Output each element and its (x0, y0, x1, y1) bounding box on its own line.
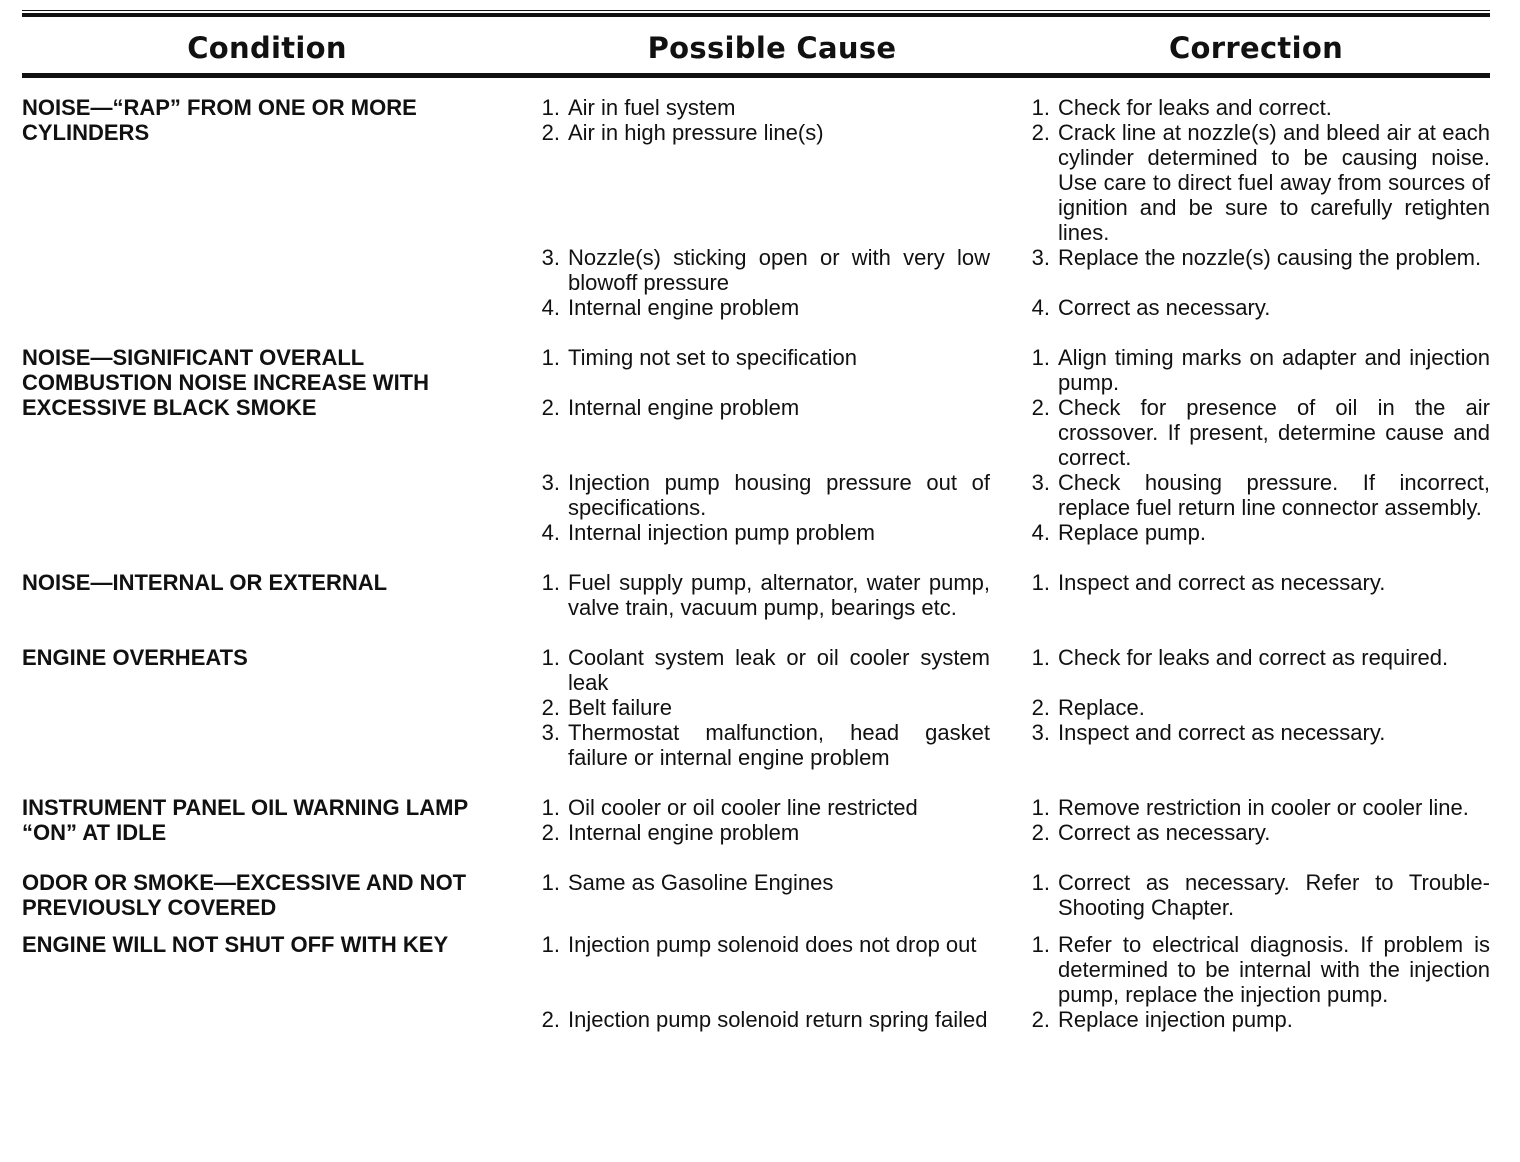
correction-item (1012, 120, 1490, 245)
correction-number: 4. (1031, 295, 1050, 320)
possible-cause-item (522, 870, 1012, 895)
correction-item (1012, 645, 1490, 670)
cause-correction-list (522, 345, 1490, 545)
cause-number: 3. (541, 470, 560, 495)
cause-correction-pair (522, 720, 1490, 770)
cause-correction-pair (522, 95, 1490, 120)
cause-correction-list (522, 932, 1490, 1032)
correction-text: Replace pump. (1058, 520, 1206, 545)
correction-item (1012, 395, 1490, 470)
correction-text: Replace the nozzle(s) causing the problem. (1058, 245, 1482, 270)
header-possible-cause: Possible Cause (647, 31, 897, 65)
correction-item (1012, 570, 1490, 595)
correction-number: 2. (1031, 695, 1050, 720)
cause-text: Internal engine problem (568, 295, 800, 320)
possible-cause-item (522, 345, 1012, 370)
condition-text: ENGINE WILL NOT SHUT OFF WITH KEY (22, 932, 449, 957)
cause-correction-pair (522, 1007, 1490, 1032)
correction-number: 2. (1031, 395, 1050, 420)
correction-item (1012, 470, 1490, 520)
correction-number: 1. (1031, 95, 1050, 120)
table-row (22, 645, 1490, 770)
header-rule (22, 73, 1490, 78)
correction-text: Remove restriction in cooler or cooler line. (1058, 795, 1469, 820)
header-condition: Condition (187, 31, 347, 65)
table-row (22, 95, 1490, 320)
cause-correction-pair (522, 395, 1490, 470)
correction-text: Check for leaks and correct as required. (1058, 645, 1449, 670)
correction-text: Align timing marks on adapter and injection pump. (1058, 345, 1490, 395)
cause-number: 1. (541, 795, 560, 820)
condition-text: ENGINE OVERHEATS (22, 645, 248, 670)
cause-number: 1. (541, 645, 560, 670)
possible-cause-item (522, 95, 1012, 120)
correction-number: 1. (1031, 795, 1050, 820)
cause-number: 1. (541, 570, 560, 595)
correction-number: 2. (1031, 820, 1050, 845)
correction-number: 1. (1031, 570, 1050, 595)
troubleshooting-table (22, 0, 1490, 1162)
possible-cause-item (522, 570, 1012, 620)
cause-number: 3. (541, 245, 560, 270)
correction-number: 1. (1031, 870, 1050, 895)
cause-number: 1. (541, 345, 560, 370)
possible-cause-item (522, 395, 1012, 420)
table-row (22, 570, 1490, 620)
cause-correction-pair (522, 570, 1490, 620)
cause-correction-pair (522, 695, 1490, 720)
possible-cause-item (522, 932, 1012, 957)
condition-text: NOISE—“RAP” FROM ONE OR MORE CYLINDERS (22, 95, 417, 145)
cause-correction-list (522, 570, 1490, 620)
cause-text: Injection pump solenoid return spring failed (568, 1007, 988, 1032)
table-row (22, 870, 1490, 920)
possible-cause-item (522, 520, 1012, 545)
cause-correction-pair (522, 295, 1490, 320)
correction-number: 4. (1031, 520, 1050, 545)
cause-correction-list (522, 645, 1490, 770)
possible-cause-item (522, 295, 1012, 320)
cause-text: Same as Gasoline Engines (568, 870, 834, 895)
correction-item (1012, 820, 1490, 845)
correction-text: Correct as necessary. (1058, 820, 1271, 845)
correction-number: 1. (1031, 345, 1050, 370)
cause-text: Oil cooler or oil cooler line restricted (568, 795, 918, 820)
cause-text: Air in fuel system (568, 95, 736, 120)
cause-number: 1. (541, 870, 560, 895)
cause-correction-pair (522, 470, 1490, 520)
correction-text: Replace. (1058, 695, 1145, 720)
table-row (22, 345, 1490, 545)
condition-text: INSTRUMENT PANEL OIL WARNING LAMP “ON” AT IDLE (22, 795, 468, 845)
cause-text: Timing not set to specification (568, 345, 857, 370)
possible-cause-item (522, 1007, 1012, 1032)
cause-correction-list (522, 795, 1490, 845)
correction-text: Correct as necessary. (1058, 295, 1271, 320)
cause-correction-pair (522, 932, 1490, 1007)
cause-text: Belt failure (568, 695, 672, 720)
correction-item (1012, 695, 1490, 720)
correction-number: 2. (1031, 1007, 1050, 1032)
correction-item (1012, 1007, 1490, 1032)
possible-cause-item (522, 720, 1012, 770)
cause-number: 3. (541, 720, 560, 745)
cause-correction-pair (522, 645, 1490, 695)
correction-text: Inspect and correct as necessary. (1058, 720, 1386, 745)
header-correction: Correction (1168, 31, 1344, 65)
correction-text: Replace injection pump. (1058, 1007, 1293, 1032)
correction-number: 3. (1031, 720, 1050, 745)
cause-correction-pair (522, 120, 1490, 245)
possible-cause-item (522, 120, 1012, 145)
cause-correction-pair (522, 820, 1490, 845)
cause-text: Injection pump housing pressure out of specifications. (568, 470, 990, 520)
possible-cause-item (522, 820, 1012, 845)
correction-item (1012, 932, 1490, 1007)
cause-text: Internal engine problem (568, 820, 800, 845)
cause-correction-list (522, 95, 1490, 320)
correction-item (1012, 720, 1490, 745)
correction-text: Check for leaks and correct. (1058, 95, 1332, 120)
cause-text: Fuel supply pump, alternator, water pump, valve train, vacuum pump, bearings etc. (568, 570, 990, 620)
cause-correction-pair (522, 795, 1490, 820)
cause-text: Coolant system leak or oil cooler system leak (568, 645, 990, 695)
correction-number: 1. (1031, 645, 1050, 670)
condition-text: NOISE—SIGNIFICANT OVERALL COMBUSTION NOISE INCREASE WITH EXCESSIVE BLACK SMOKE (22, 345, 430, 420)
table-row (22, 795, 1490, 845)
correction-text: Crack line at nozzle(s) and bleed air at each cylinder determined to be causing noise. Use care to direct fuel away from sources of ignition and be sure to carefully retighten lines. (1058, 120, 1490, 245)
cause-number: 2. (541, 1007, 560, 1032)
correction-text: Check housing pressure. If incorrect, replace fuel return line connector assembly. (1058, 470, 1490, 520)
cause-number: 1. (541, 932, 560, 957)
correction-text: Refer to electrical diagnosis. If problem is determined to be internal with the injection pump, replace the injection pump. (1058, 932, 1490, 1007)
possible-cause-item (522, 795, 1012, 820)
cause-number: 1. (541, 95, 560, 120)
correction-item (1012, 520, 1490, 545)
cause-number: 2. (541, 120, 560, 145)
cause-text: Internal injection pump problem (568, 520, 875, 545)
possible-cause-item (522, 695, 1012, 720)
possible-cause-item (522, 245, 1012, 295)
correction-number: 2. (1031, 120, 1050, 145)
correction-number: 3. (1031, 245, 1050, 270)
top-rule (22, 13, 1490, 17)
cause-correction-pair (522, 870, 1490, 920)
correction-item (1012, 95, 1490, 120)
cause-correction-pair (522, 245, 1490, 295)
table-body (22, 95, 1490, 1032)
cause-text: Air in high pressure line(s) (568, 120, 824, 145)
top-rule-thin (22, 10, 1490, 11)
cause-text: Internal engine problem (568, 395, 800, 420)
correction-text: Correct as necessary. Refer to Trouble-Shooting Chapter. (1058, 870, 1490, 920)
cause-number: 2. (541, 395, 560, 420)
cause-number: 2. (541, 695, 560, 720)
condition-text: ODOR OR SMOKE—EXCESSIVE AND NOT PREVIOUSLY COVERED (22, 870, 467, 920)
cause-text: Thermostat malfunction, head gasket failure or internal engine problem (568, 720, 990, 770)
correction-item (1012, 870, 1490, 920)
cause-correction-list (522, 870, 1490, 920)
possible-cause-item (522, 470, 1012, 520)
condition-text: NOISE—INTERNAL OR EXTERNAL (22, 570, 388, 595)
cause-correction-pair (522, 345, 1490, 395)
correction-text: Check for presence of oil in the air crossover. If present, determine cause and correct. (1058, 395, 1490, 470)
cause-number: 4. (541, 520, 560, 545)
correction-item (1012, 795, 1490, 820)
cause-correction-pair (522, 520, 1490, 545)
correction-number: 3. (1031, 470, 1050, 495)
correction-item (1012, 295, 1490, 320)
correction-text: Inspect and correct as necessary. (1058, 570, 1386, 595)
correction-item (1012, 345, 1490, 395)
correction-number: 1. (1031, 932, 1050, 957)
table-row (22, 932, 1490, 1032)
cause-number: 4. (541, 295, 560, 320)
cause-number: 2. (541, 820, 560, 845)
cause-text: Injection pump solenoid does not drop out (568, 932, 977, 957)
correction-item (1012, 245, 1490, 270)
possible-cause-item (522, 645, 1012, 695)
cause-text: Nozzle(s) sticking open or with very low blowoff pressure (568, 245, 990, 295)
